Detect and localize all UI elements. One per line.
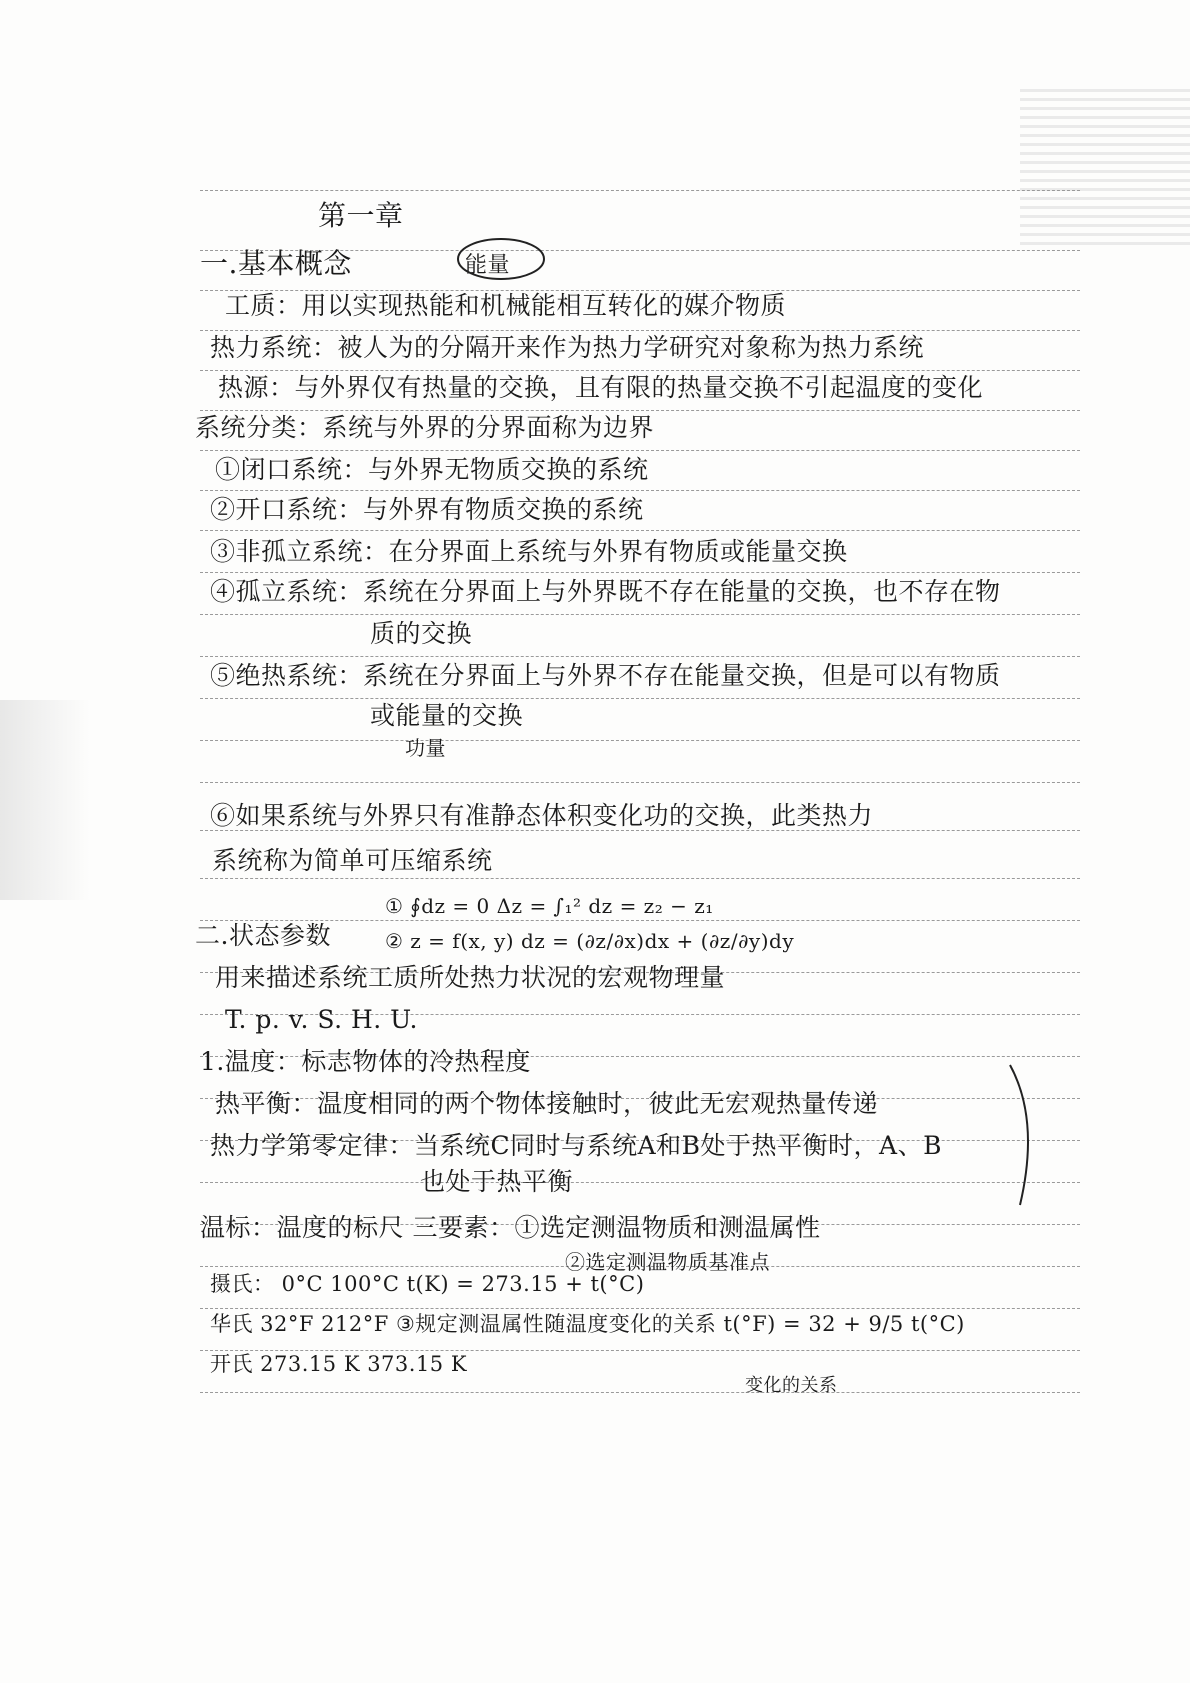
note-line: 也处于热平衡 bbox=[420, 1167, 574, 1196]
note-line: 温标：温度的标尺 三要素：①选定测温物质和测温属性 bbox=[200, 1213, 821, 1242]
ruled-line bbox=[200, 450, 1080, 451]
formula-line: ① ∮dz = 0 Δz = ∫₁² dz = z₂ − z₁ bbox=[385, 894, 714, 918]
note-line: ⑤绝热系统：系统在分界面上与外界不存在能量交换，但是可以有物质 bbox=[210, 661, 1001, 690]
section-title-state-parameters: 二.状态参数 bbox=[195, 921, 331, 950]
note-line: 功量 bbox=[405, 736, 446, 760]
note-line: 热源：与外界仅有热量的交换，且有限的热量交换不引起温度的变化 bbox=[218, 373, 984, 402]
note-line: ②开口系统：与外界有物质交换的系统 bbox=[210, 495, 644, 524]
bracket-mark bbox=[1000, 1060, 1060, 1210]
note-line: 热力系统：被人为的分隔开来作为热力学研究对象称为热力系统 bbox=[210, 333, 925, 362]
note-line: 变化的关系 bbox=[745, 1375, 838, 1396]
note-line: 摄氏： 0°C 100°C t(K) = 273.15 + t(°C) bbox=[210, 1272, 645, 1296]
note-line: ②选定测温物质基准点 bbox=[565, 1250, 770, 1274]
note-line: 热力学第零定律：当系统C同时与系统A和B处于热平衡时，A、B bbox=[210, 1131, 942, 1160]
note-line: 华氏 32°F 212°F ③规定测温属性随温度变化的关系 t(°F) = 32 + 9/5 t(°C) bbox=[210, 1312, 965, 1336]
note-line: 开氏 273.15 K 373.15 K bbox=[210, 1352, 468, 1376]
ruled-line bbox=[200, 1182, 1080, 1183]
scan-smudge bbox=[1020, 85, 1190, 245]
scan-smudge bbox=[0, 700, 90, 900]
note-line: ①闭口系统：与外界无物质交换的系统 bbox=[215, 455, 649, 484]
formula-line: ② z = f(x, y) dz = (∂z/∂x)dx + (∂z/∂y)dy bbox=[385, 929, 795, 953]
note-line: ⑥如果系统与外界只有准静态体积变化功的交换，此类热力 bbox=[210, 801, 874, 830]
inserted-word: 能量 bbox=[465, 253, 511, 278]
note-line: 用来描述系统工质所处热力状况的宏观物理量 bbox=[215, 963, 726, 992]
ruled-line bbox=[200, 1392, 1080, 1393]
note-line: 热平衡：温度相同的两个物体接触时，彼此无宏观热量传递 bbox=[215, 1089, 879, 1118]
note-line: ④孤立系统：系统在分界面上与外界既不存在能量的交换，也不存在物 bbox=[210, 577, 1001, 606]
section-title-basic-concepts: 一.基本概念 bbox=[200, 247, 352, 280]
ruled-line bbox=[200, 878, 1080, 879]
note-line: 1.温度：标志物体的冷热程度 bbox=[200, 1047, 531, 1076]
ruled-line bbox=[200, 572, 1080, 573]
ruled-line bbox=[200, 656, 1080, 657]
ruled-line bbox=[200, 698, 1080, 699]
note-line: ③非孤立系统：在分界面上系统与外界有物质或能量交换 bbox=[210, 537, 848, 566]
ruled-line bbox=[200, 190, 1080, 191]
ruled-line bbox=[200, 530, 1080, 531]
note-line: 系统称为简单可压缩系统 bbox=[212, 846, 493, 875]
note-line: 或能量的交换 bbox=[370, 701, 524, 730]
note-line: 工质：用以实现热能和机械能相互转化的媒介物质 bbox=[225, 291, 787, 320]
circle-mark bbox=[455, 236, 547, 282]
ruled-line bbox=[200, 782, 1080, 783]
ruled-line bbox=[200, 410, 1080, 411]
note-line: 系统分类：系统与外界的分界面称为边界 bbox=[195, 413, 655, 442]
ruled-line bbox=[200, 370, 1080, 371]
note-line: T. p. v. S. H. U. bbox=[225, 1005, 418, 1034]
ruled-line bbox=[200, 740, 1080, 741]
ruled-line bbox=[200, 614, 1080, 615]
ruled-line bbox=[200, 490, 1080, 491]
note-line: 质的交换 bbox=[370, 619, 473, 648]
ruled-line bbox=[200, 330, 1080, 331]
chapter-title: 第一章 bbox=[318, 199, 404, 232]
